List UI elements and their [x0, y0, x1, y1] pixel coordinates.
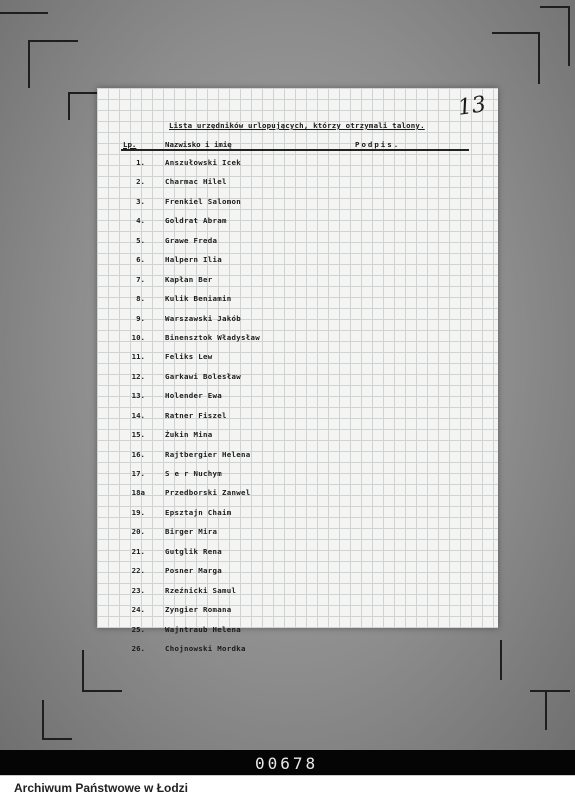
list-item — [97, 603, 498, 622]
frame-mark — [530, 690, 570, 692]
entry-number: 26. — [131, 643, 145, 653]
entry-number: 19. — [131, 507, 145, 517]
list-item — [97, 525, 498, 544]
header-lp: Lp. — [123, 140, 137, 149]
list-item — [97, 292, 498, 311]
list-item — [97, 156, 498, 175]
entry-name: Birger Mira — [165, 527, 218, 537]
frame-mark — [500, 640, 502, 680]
entry-number: 3. — [136, 196, 145, 206]
entry-number: 1. — [136, 158, 145, 167]
entry-number: 22. — [131, 566, 145, 576]
entry-name: Kulik Beniamin — [165, 294, 232, 304]
entry-name: Goldrat Abram — [165, 216, 227, 226]
entry-number: 4. — [136, 216, 145, 226]
list-item — [97, 506, 498, 525]
entry-name: Zyngier Romana — [165, 605, 232, 615]
entry-number: 25. — [131, 624, 145, 634]
entry-number: 23. — [131, 585, 145, 595]
entry-number: 9. — [136, 313, 145, 323]
list-item — [97, 564, 498, 583]
entry-number: 5. — [136, 235, 145, 245]
entry-number: 24. — [131, 605, 145, 615]
entry-number: 17. — [131, 469, 145, 478]
frame-mark — [568, 6, 570, 66]
frame-code: 00678 — [255, 754, 319, 773]
list-item — [97, 545, 498, 564]
entry-number: 7. — [136, 274, 145, 284]
frame-mark — [28, 40, 30, 88]
entry-number: 8. — [136, 294, 145, 304]
header-rule — [121, 149, 469, 151]
entry-number: 2. — [136, 177, 145, 187]
list-item — [97, 253, 498, 272]
list-item — [97, 642, 498, 661]
frame-mark — [42, 738, 72, 740]
entry-number: 16. — [131, 449, 145, 459]
frame-mark — [540, 6, 570, 8]
page-number: 13 — [456, 92, 488, 121]
frame-mark — [492, 32, 540, 34]
entry-number: 6. — [136, 255, 145, 265]
entries-list — [97, 156, 498, 661]
list-item — [97, 273, 498, 292]
entry-name: Warszawski Jakób — [165, 313, 241, 323]
entry-name: Holender Ewa — [165, 391, 222, 401]
frame-mark — [82, 650, 84, 690]
entry-name: Binensztok Władysław — [165, 332, 260, 342]
list-item — [97, 234, 498, 253]
entry-number: 13. — [131, 391, 145, 401]
list-item — [97, 214, 498, 233]
header-signature: Podpis. — [355, 140, 401, 149]
list-item — [97, 409, 498, 428]
entry-name: Rajtbergier Helena — [165, 449, 251, 459]
frame-mark — [42, 700, 44, 740]
document-sheet — [97, 88, 498, 653]
entry-name: Frenkiel Salomon — [165, 196, 241, 206]
frame-mark — [538, 32, 540, 84]
entry-number: 12. — [131, 371, 145, 381]
entry-number: 14. — [131, 410, 145, 420]
entry-name: Halpern Ilia — [165, 255, 222, 265]
frame-mark — [68, 92, 70, 120]
entry-name: Gutglik Rena — [165, 546, 222, 556]
entry-number: 18a — [131, 488, 145, 498]
list-item — [97, 623, 498, 642]
list-item — [97, 312, 498, 331]
entry-name: Wajntraub Helena — [165, 624, 241, 634]
entry-name: Epsztajn Chaim — [165, 507, 232, 517]
footer-bar — [0, 775, 575, 801]
entry-name: Ratner Fiszel — [165, 410, 227, 420]
list-item — [97, 486, 498, 505]
entry-number: 21. — [131, 546, 145, 556]
entry-name: S e r Nuchym — [165, 469, 222, 478]
entry-name: Charmac Hilel — [165, 177, 227, 187]
entry-name: Garkawi Bolesław — [165, 371, 241, 381]
entry-number: 20. — [131, 527, 145, 537]
entry-name: Żukin Mina — [165, 430, 213, 440]
list-item — [97, 350, 498, 369]
entry-name: Przedborski Zanwel — [165, 488, 251, 498]
list-item — [97, 370, 498, 389]
entry-name: Posner Marga — [165, 566, 222, 576]
header-name: Nazwisko i imię — [165, 140, 232, 149]
list-item — [97, 448, 498, 467]
list-item — [97, 389, 498, 408]
frame-mark — [0, 12, 48, 14]
entry-name: Kapłan Ber — [165, 274, 213, 284]
archive-name: Archiwum Państwowe w Łodzi — [14, 781, 189, 795]
list-item — [97, 467, 498, 486]
entry-name: Chojnowski Mordka — [165, 643, 246, 653]
frame-mark — [545, 690, 547, 730]
list-item — [97, 428, 498, 447]
frame-mark — [68, 92, 98, 94]
list-item — [97, 195, 498, 214]
frame-mark — [28, 40, 78, 42]
list-item — [97, 584, 498, 603]
entry-name: Grawe Freda — [165, 235, 218, 245]
entry-name: Anszułowski Icek — [165, 158, 241, 167]
entry-number: 15. — [131, 430, 145, 440]
entry-name: Feliks Lew — [165, 352, 213, 362]
entry-number: 11. — [131, 352, 145, 362]
document-title: Lista urzędników urlopujących, którzy otrzymali talony. — [169, 121, 425, 130]
entry-name: Rzeźnicki Samul — [165, 585, 237, 595]
list-item — [97, 175, 498, 194]
list-item — [97, 331, 498, 350]
entry-number: 10. — [131, 332, 145, 342]
frame-mark — [82, 690, 122, 692]
